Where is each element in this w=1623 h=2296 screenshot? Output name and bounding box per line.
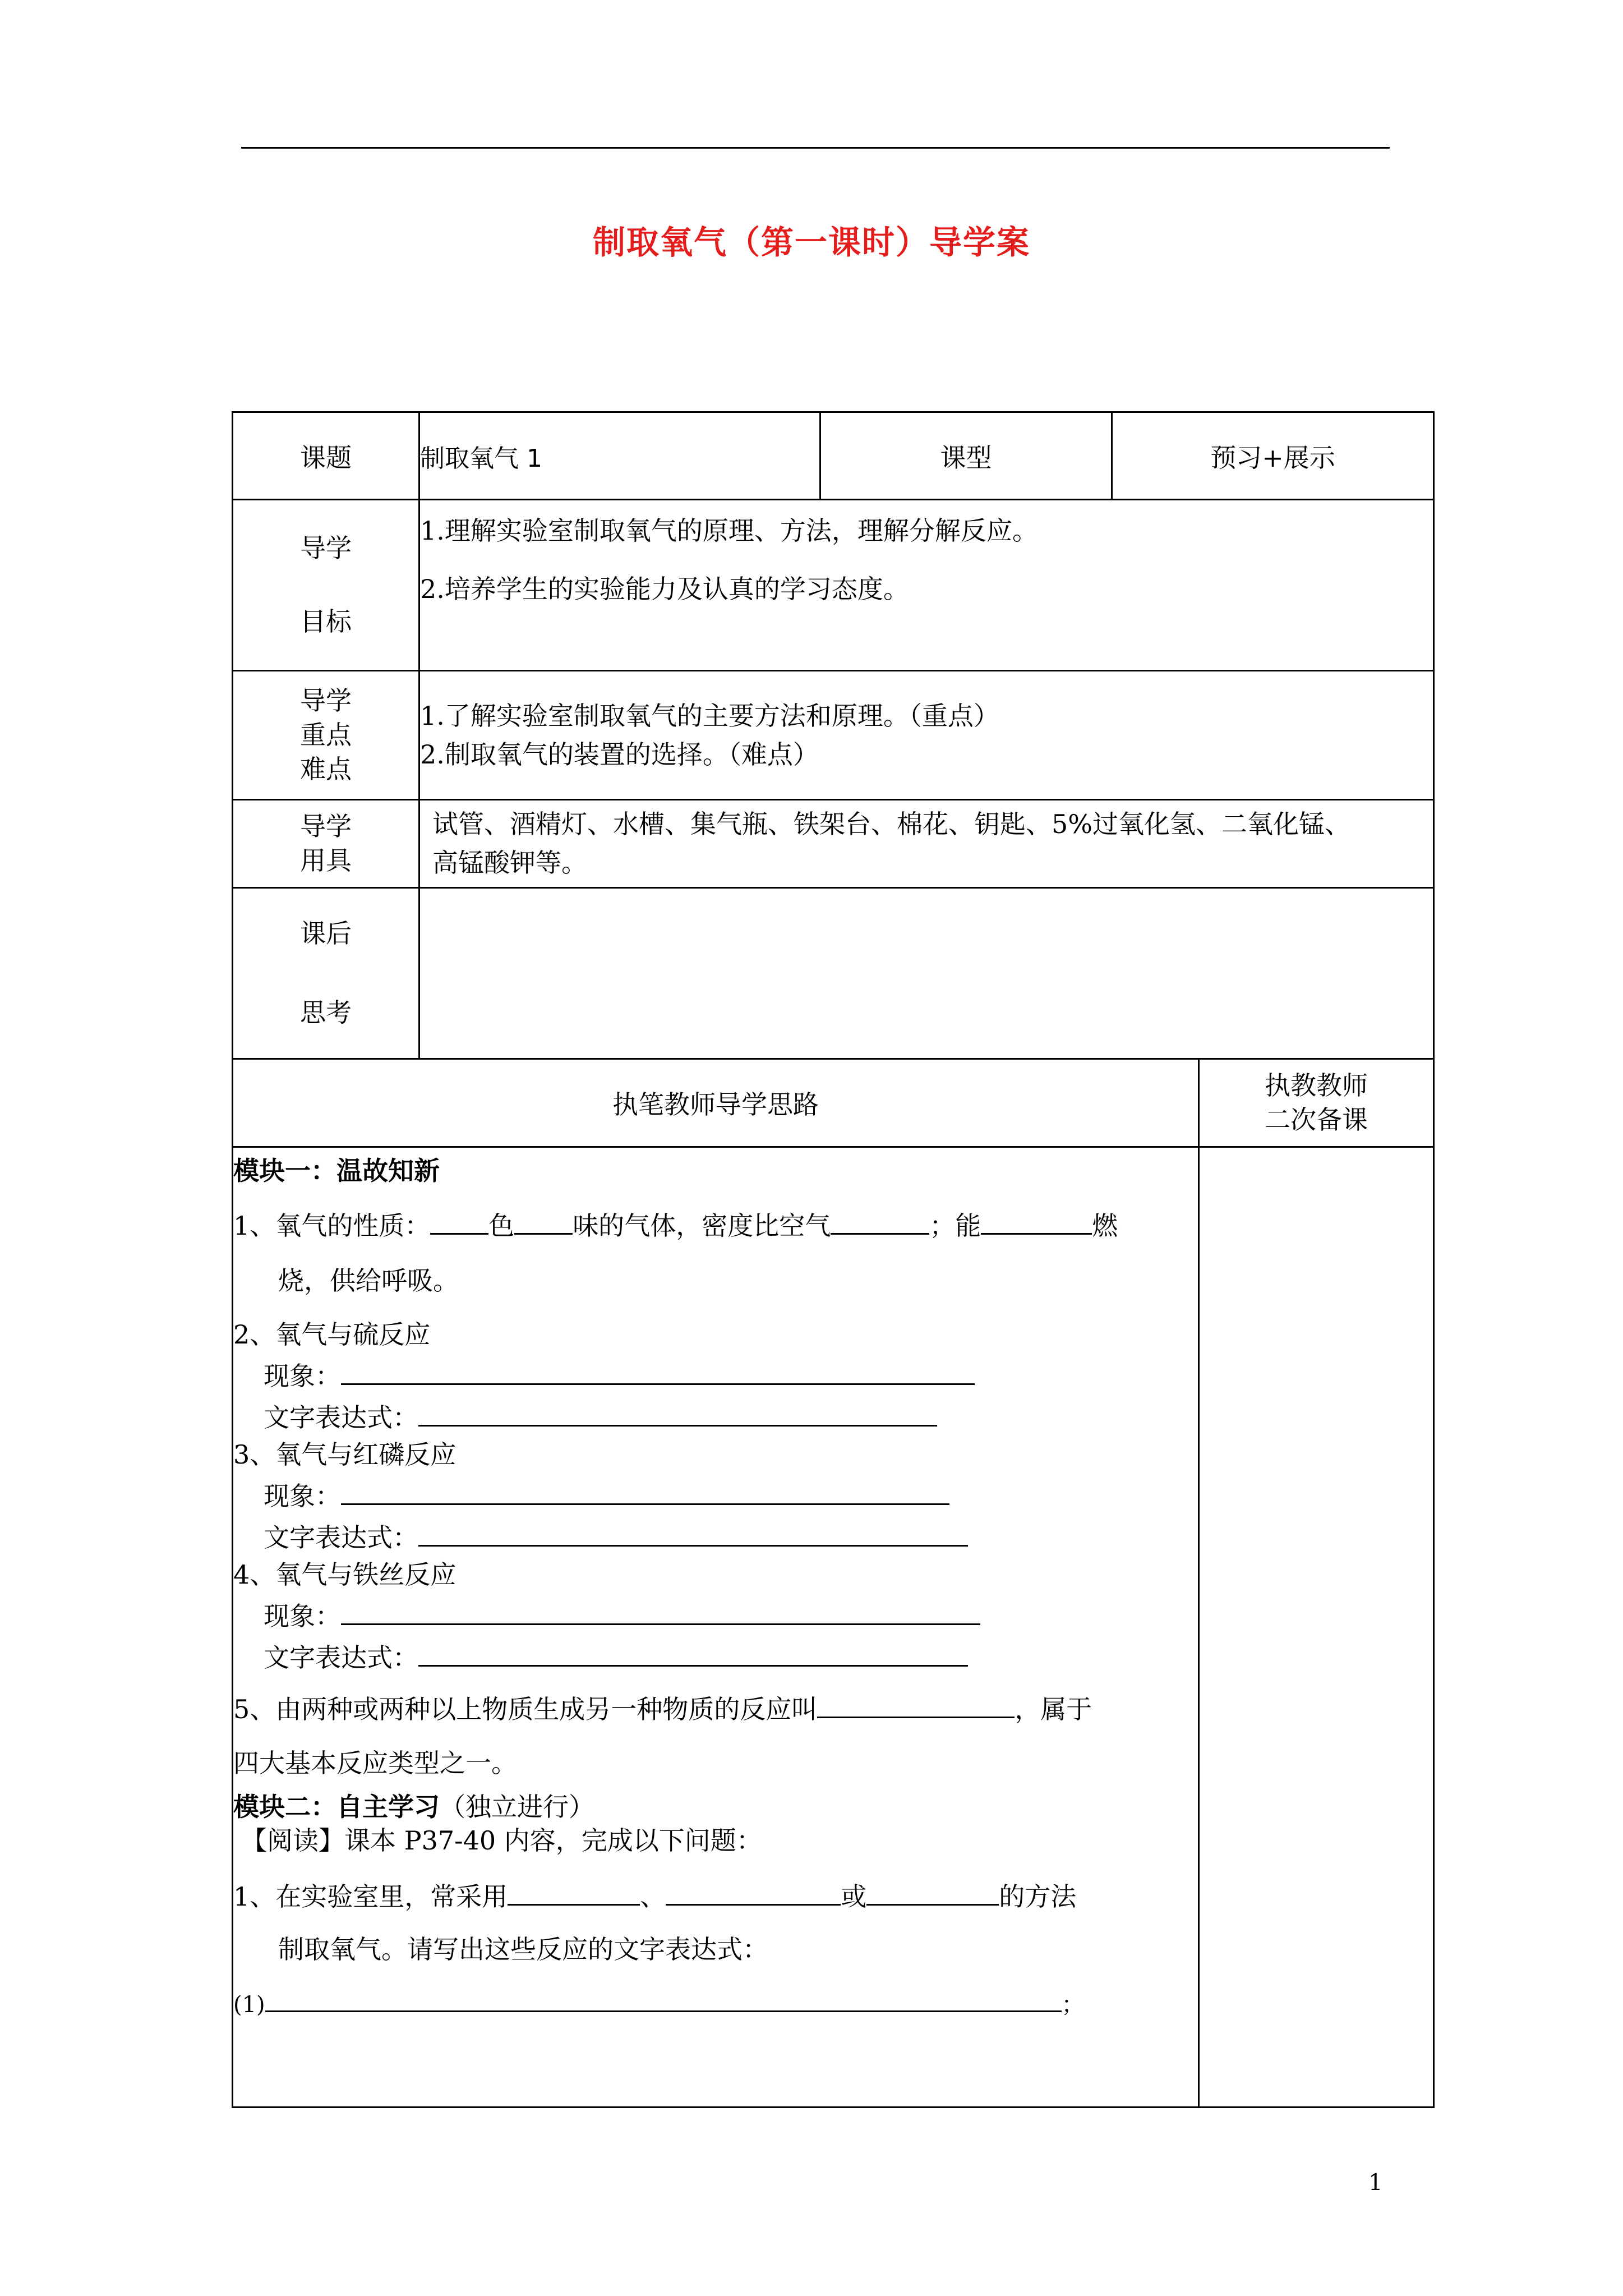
blank-support[interactable] xyxy=(981,1208,1092,1235)
m1-q4-phenomenon: 现象： xyxy=(233,1599,1198,1629)
subject-value: 制取氧气 1 xyxy=(419,412,820,500)
blank-sulfur-phenomenon[interactable] xyxy=(341,1359,975,1385)
m1-q2-expression: 文字表达式： xyxy=(233,1400,1198,1430)
keys-label-line2: 重点 xyxy=(300,720,352,751)
m1-q1: 1、氧气的性质： 色 味的气体，密度比空气 ；能 燃 xyxy=(233,1208,1198,1239)
teacher-notes-header-line1: 执教教师 xyxy=(1265,1070,1368,1101)
m1-q3: 3、氧气与红磷反应 xyxy=(233,1439,457,1470)
blank-iron-expression[interactable] xyxy=(418,1640,968,1667)
keys-label-line3: 难点 xyxy=(300,753,352,784)
keys-content xyxy=(419,671,1434,800)
goals-label-line1: 导学 xyxy=(300,533,352,564)
teacher-notes-header xyxy=(1199,1059,1434,1147)
teacher-notes-content xyxy=(1199,1147,1434,2108)
blank-sulfur-expression[interactable] xyxy=(418,1400,937,1427)
teacher-notes-header-line2: 二次备课 xyxy=(1265,1105,1368,1135)
m1-q5: 5、由两种或两种以上物质生成另一种物质的反应叫 ，属于 xyxy=(233,1692,1198,1722)
row-subject xyxy=(233,412,1434,500)
page-title: 制取氧气（第一课时）导学案 xyxy=(592,223,1030,261)
goal-2: 2.培养学生的实验能力及认真的学习态度。 xyxy=(420,574,909,604)
tools-line-2: 高锰酸钾等。 xyxy=(432,848,587,878)
guidance-content xyxy=(233,1147,1199,2108)
blank-expression-1[interactable] xyxy=(265,1986,1062,2012)
goals-label-line2: 目标 xyxy=(300,606,352,637)
tools-line-1: 试管、酒精灯、水槽、集气瓶、铁架台、棉花、钥匙、5%过氧化氢、二氧化锰、 xyxy=(432,809,1350,839)
blank-density[interactable] xyxy=(831,1208,929,1235)
m1-q1-cont: 烧，供给呼吸。 xyxy=(278,1266,459,1296)
m1-q4-expression: 文字表达式： xyxy=(233,1640,1198,1671)
goals-label xyxy=(233,500,419,671)
type-value: 预习+展示 xyxy=(1112,412,1434,500)
tools-label-line2: 用具 xyxy=(300,845,352,876)
writer-guidance-header: 执笔教师导学思路 xyxy=(233,1059,1199,1147)
module1-title: 模块一：温故知新 xyxy=(233,1156,440,1186)
goal-1: 1.理解实验室制取氧气的原理、方法，理解分解反应。 xyxy=(420,516,1038,546)
row-body xyxy=(233,1147,1434,2108)
key-2: 2.制取氧气的装置的选择。（难点） xyxy=(420,739,819,770)
lesson-plan-table xyxy=(232,411,1435,2108)
m1-q3-phenomenon: 现象： xyxy=(233,1479,1198,1509)
tools-content xyxy=(419,800,1434,888)
type-label: 课型 xyxy=(820,412,1112,500)
after-label xyxy=(233,888,419,1059)
tools-label xyxy=(233,800,419,888)
m1-q2-phenomenon: 现象： xyxy=(233,1359,1198,1389)
blank-phosphorus-phenomenon[interactable] xyxy=(341,1479,949,1505)
row-headers xyxy=(233,1059,1434,1147)
module2-title: 模块二：自主学习（独立进行） xyxy=(233,1792,594,1822)
blank-color[interactable] xyxy=(430,1208,488,1235)
blank-phosphorus-expression[interactable] xyxy=(418,1520,968,1547)
row-goals xyxy=(233,500,1434,671)
blank-smell[interactable] xyxy=(514,1208,573,1235)
goals-content xyxy=(419,500,1434,671)
m1-q3-expression: 文字表达式： xyxy=(233,1520,1198,1550)
blank-method-3[interactable] xyxy=(866,1879,999,1906)
m2-q1: 1、在实验室里，常采用 、 或 的方法 xyxy=(233,1879,1198,1910)
after-label-line2: 思考 xyxy=(300,997,352,1028)
m1-q2: 2、氧气与硫反应 xyxy=(233,1319,431,1350)
after-label-line1: 课后 xyxy=(300,918,352,949)
blank-reaction-type[interactable] xyxy=(817,1692,1015,1718)
m1-q4: 4、氧气与铁丝反应 xyxy=(233,1559,457,1590)
key-1: 1.了解实验室制取氧气的主要方法和原理。（重点） xyxy=(420,700,999,731)
row-keys xyxy=(233,671,1434,800)
header-rule xyxy=(241,147,1390,149)
m2-read: 【阅读】课本 P37-40 内容，完成以下问题： xyxy=(241,1825,762,1856)
keys-label-line1: 导学 xyxy=(300,685,352,716)
m2-item1: (1) ； xyxy=(233,1986,1198,2016)
blank-iron-phenomenon[interactable] xyxy=(341,1599,980,1625)
subject-label: 课题 xyxy=(233,412,419,500)
keys-label xyxy=(233,671,419,800)
after-content xyxy=(419,888,1434,1059)
page-number: 1 xyxy=(1368,2170,1383,2196)
blank-method-2[interactable] xyxy=(666,1879,841,1906)
row-tools xyxy=(233,800,1434,888)
m2-q1-cont: 制取氧气。请写出这些反应的文字表达式： xyxy=(278,1934,768,1964)
blank-method-1[interactable] xyxy=(508,1879,640,1906)
row-after xyxy=(233,888,1434,1059)
tools-label-line1: 导学 xyxy=(300,811,352,842)
m1-q5-cont: 四大基本反应类型之一。 xyxy=(233,1748,517,1778)
